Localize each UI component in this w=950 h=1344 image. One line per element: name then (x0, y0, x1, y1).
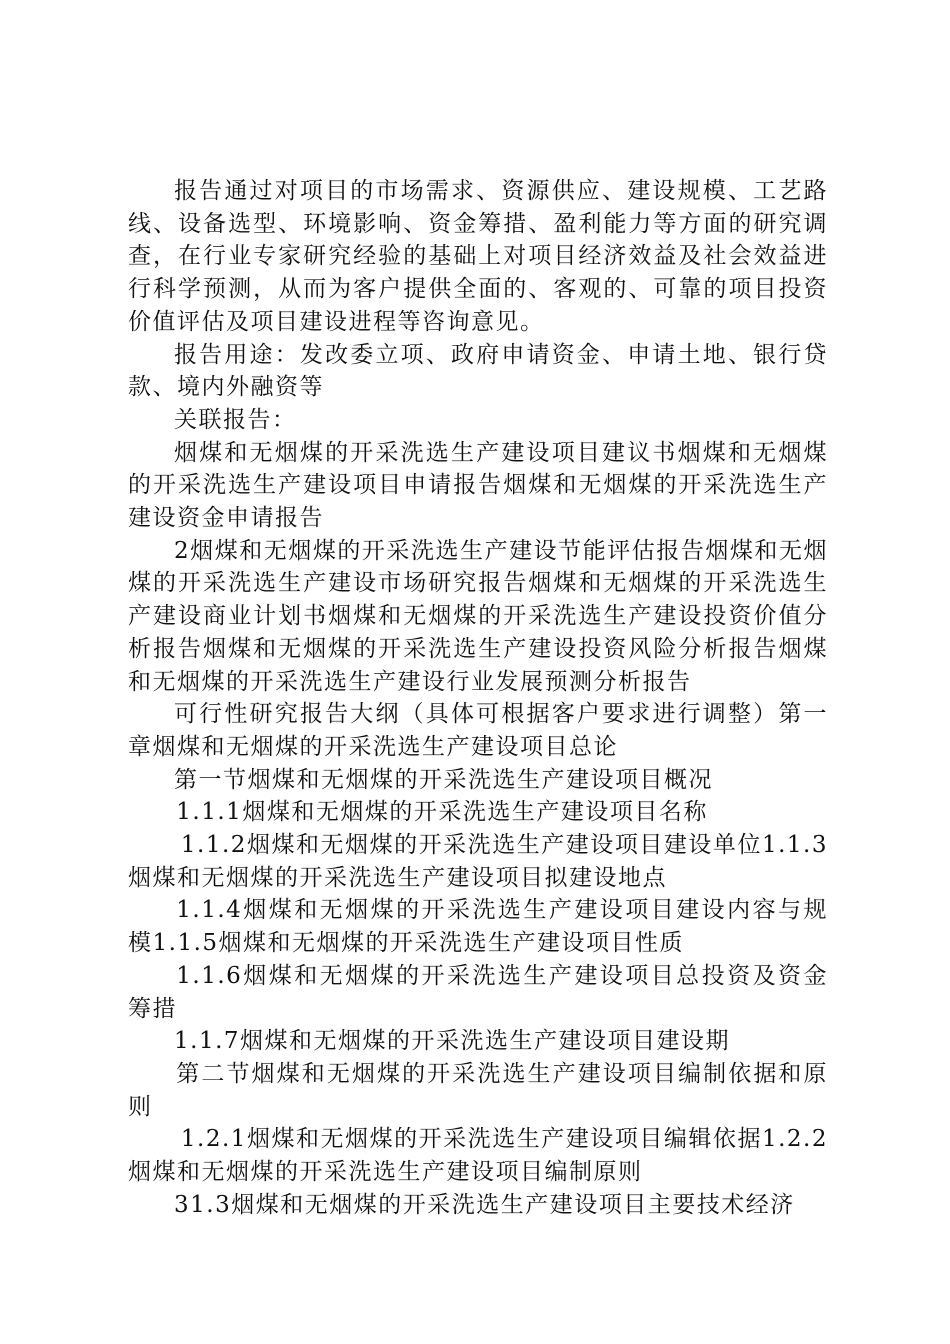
outline-item-1-1-1: 1.1.1烟煤和无烟煤的开采洗选生产建设项目名称 (176, 799, 708, 826)
outline-item-1-3: 31.3烟煤和无烟煤的开采洗选生产建设项目主要技术经济 (174, 1191, 795, 1218)
related-reports-list-2: 2烟煤和无烟煤的开采洗选生产建设节能评估报告烟煤和无烟煤的开采洗选生产建设市场研究报告烟煤和无烟煤的开采洗选生产建设商业计划书烟煤和无烟煤的开采洗选生产建设投资价值分析报告烟煤和无烟煤的开采洗选生产建设投资风险分析报告烟煤和无烟煤的开采洗选生产建设行业发展预测分析报告 (128, 537, 828, 695)
outline-item-1-1-7: 1.1.7烟煤和无烟煤的开采洗选生产建设项目建设期 (174, 1028, 731, 1055)
outline-item-1-1-2-3: 1.1.2烟煤和无烟煤的开采洗选生产建设项目建设单位1.1.3烟煤和无烟煤的开采洗选生产建设项目拟建设地点 (128, 832, 828, 891)
outline-item-1-2-1-2: 1.2.1烟煤和无烟煤的开采洗选生产建设项目编辑依据1.2.2烟煤和无烟煤的开采洗选生产建设项目编制原则 (128, 1126, 828, 1186)
report-usage-paragraph: 报告用途：发改委立项、政府申请资金、申请土地、银行贷款、境内外融资等 (128, 341, 828, 401)
outline-section-1: 第一节烟煤和无烟煤的开采洗选生产建设项目概况 (174, 766, 713, 793)
related-reports-list-1: 烟煤和无烟煤的开采洗选生产建设项目建议书烟煤和无烟煤的开采洗选生产建设项目申请报告烟煤和无烟煤的开采洗选生产建设资金申请报告 (128, 439, 828, 532)
outline-chapter-1: 可行性研究报告大纲（具体可根据客户要求进行调整）第一章烟煤和无烟煤的开采洗选生产建设项目总论 (128, 701, 828, 760)
related-reports-heading: 关联报告： (174, 406, 297, 433)
intro-paragraph: 报告通过对项目的市场需求、资源供应、建设规模、工艺路线、设备选型、环境影响、资金筹措、盈利能力等方面的研究调查，在行业专家研究经验的基础上对项目经济效益及社会效益进行科学预测，从而为客户提供全面的、客观的、可靠的项目投资价值评估及项目建设进程等咨询意见。 (128, 178, 828, 335)
outline-item-1-1-6: 1.1.6烟煤和无烟煤的开采洗选生产建设项目总投资及资金筹措 (128, 962, 828, 1022)
document-body (128, 175, 828, 1222)
outline-item-1-1-4-5: 1.1.4烟煤和无烟煤的开采洗选生产建设项目建设内容与规模1.1.5烟煤和无烟煤的开采洗选生产建设项目性质 (128, 897, 828, 957)
outline-section-2: 第二节烟煤和无烟煤的开采洗选生产建设项目编制依据和原则 (128, 1060, 828, 1120)
